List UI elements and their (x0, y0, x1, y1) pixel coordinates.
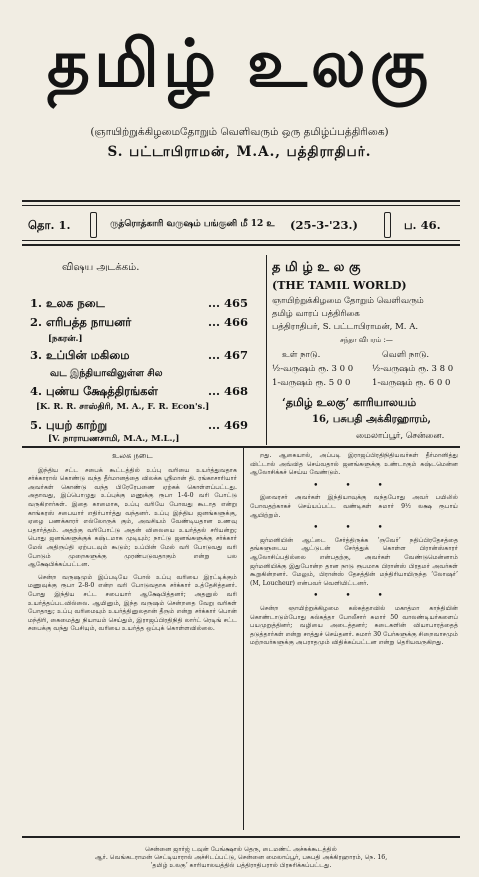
article-paragraph: இவைரசர் அவர்கள் இந்தியாவுக்கு வந்தபோது அவர் பயிலில் போவதற்காகச் செய்யப்பட்ட வண்டிகள் சுமார் 9½ லக்ஷ ரூபாய் ஆயிற்றும். (250, 494, 458, 519)
article-paragraph: சென்ற வருஷமும் இப்படியே போல் உப்பு வரியை இரட்டிக்கும் மணுவுக்கு ரூபா 2-8-0 என்ற வரி போடுவதாக சர்க்கார் உத்தேசித்தனர். போது இந்திய சட்ட சபையார் ஆக்ஷேபித்தனர்; அதனுல் வரி உயர்த்தப்படவில்லை. ஆயினும், இந்த வருஷம் சென்றதை வேறு வரிகள் போதாது; உப்பு வரிமையும் உயர்த்தினுலதான் தீரும் என்று சர்க்கார் பொன் மந்திரி, கைமைத்து நியாயம் செய்தும், இராஜப்பிரதிநிதி லார்ட் ரெடிங் சட்ட சபைக்கு வந்து பேசியும், வரியை உயர்த்த ஒப்புக் கொள்ளவில்லை. (28, 573, 237, 633)
imprint-line: ‘தமிழ் உலகு’ காரியாலயத்தில் பத்திராதிபரால் பிரசுரிக்கப்பட்டது. (150, 862, 332, 869)
bar-ornament (90, 212, 97, 238)
toc-item: 1. உலக நடை ... 465 (30, 296, 248, 310)
issue-rule (22, 244, 460, 246)
rate-local: ½-வருஷம் ரூ. 3 0 0 (272, 364, 354, 374)
box-line: பத்திராதிபர், S. பட்டாபிராமன், M. A. (272, 322, 419, 332)
separator-dots: • • • (313, 480, 395, 491)
issue-date-tamil: ருத்ரொத்காரி வருஷம் பங்குனி மீ 12 உ (110, 219, 275, 229)
article-column-right (250, 452, 458, 652)
article-column-left (28, 452, 237, 638)
box-title-english: (THE TAMIL WORLD) (272, 279, 407, 292)
article-paragraph: ஜர்மனியின் ஆட்டை சேர்த்திருக்க ‘ருவேர்’ நதிப்பிரதேசத்தை தங்களுடைய ஆட்டுடன் சேர்த்துக் கொள்ள பிரான்ஸ்காரர் ஆலோசிப்பதில்லை என்பதற்கு, அவர்கள் வேண்டுமென்னாம் ஜர்மனியிக்கு இதுபோன்ற தான நாடு ரூபமாக பிரான்ஸ் பிரதமர் அவர்கள் கூறுகின்றனர். மேலும், பிரான்ஸ் தேசத்தின் மந்திரியாயிருந்த ‘லோஷர்’ (M, Loucheur) என்பவர் வெளியிட்டனர். (250, 536, 458, 587)
masthead-title: தமிழ் உலகு (47, 25, 432, 102)
subscription-heading: சந்தா விபரம் :— (340, 336, 393, 344)
toc-item: 3. உப்பின் மகிமை ... 467 (30, 348, 248, 362)
article-rule (22, 446, 460, 448)
footer-rule (22, 836, 460, 838)
issue-date-english: (25-3-'23.) (290, 218, 358, 232)
top-rule (22, 200, 460, 202)
article-paragraph: சென்ற ஞாயிற்றுக்கிழமை கல்கத்தாவில் மகாத்மா காந்தியின் கொண்டாடும்போது கல்கத்தா போலீசார் சுமார் 50 வாலண்டியர்களைப் பயமுறுத்தினர்; வழியை அடைத்தனர்; கடைகளின் வியாபாரத்தைத் தடுத்தார்கள் என்று சாத்துச் செய்தனர். சுமார் 30 பேர்களுக்கு சிறைவாசமும் மற்றவர்களுக்கு அபராதமும் விதிக்கப்பட்டன என்று தெரியவருகிறது. (250, 604, 458, 647)
imprint (22, 846, 460, 870)
office-address: 16, பசுபதி அக்கிரஹாரம், (312, 414, 432, 425)
imprint-line: ஆர். வெங்கடராமன் செட்டியாரால் அச்சிடப்பட்டு, சென்னை மைலாப்பூர், பசுபதி அக்கிரஹாரம், நெ. 16, (94, 854, 388, 861)
top-rule-thin (22, 205, 460, 206)
box-line: தமிழ் வாரப் பத்திரிகை (272, 309, 360, 319)
rate-local: 1-வருஷம் ரூ. 5 0 0 (272, 378, 351, 388)
office-address: மைலாப்பூர், சென்னை. (356, 431, 445, 441)
article-paragraph: இந்திய சட்ட சபைக் கூட்டத்தில் உப்பு வரியை உயர்த்துவதாக சர்க்காரால் கொண்டு வந்த தீர்மானத்தை விலக்க ஸ்ரீமான் தி. ரங்காசாரியார் அவர்கள் கொண்டு வந்த பிரேரேபணை ஏற்கக் கொள்ளப்பட்டது. அதாவது, இப்பொழுது உப்புக்கு மணுக்கு ரூபா 1-4-0 வரி போட்டு வருகிறார்கள். இதை காமைாக, உப்பு வரியே போவது கூடாத என்று காங்கரஸ் சபையார் எதிர்பார்த்து வந்தனர். உப்பு இந்திய ஜனங்களுக்கு, ஏழை பணக்காரர் எல்லோருக் கும், அவசியம் வேண்டியதான உணவு பதார்த்தம். அதற்கு வரிபோட்டு அதன் விலையை உயர்த்தல் சரியன்று; பொது ஜனங்களுக்குக் கஷ்டமாக முடியும்; நாட்டு ஜனங்களுக்கு சர்க்கார் மேல் அதிருப்தி ஏற்படவும் கூடும்; உப்பின் மேல் வரி போடுவது வரி போடும் முறைகளுக்கு முரண்படுவதாகும் என்று பல ஆக்ஷேபிக்கப்பட்டன. (28, 466, 237, 569)
article-heading: உலக நடை (112, 451, 153, 460)
column-divider (243, 448, 244, 830)
foreign-heading: வெளி நாடு. (382, 350, 430, 360)
toc-heading: விஷய அடக்கம். (62, 262, 140, 273)
local-heading: உள் நாடு. (282, 350, 321, 360)
toc-author: [K. R. R. சாஸ்திரி, M. A., F. R. Econ's.] (36, 402, 210, 412)
box-title-tamil: த மி ழ் உ ல கு (272, 260, 361, 275)
separator-dots: • • • (313, 591, 395, 602)
toc-author: [V. நாராயணசாமி, M.A., M.L.,] (48, 434, 180, 444)
rate-foreign: ½-வருஷம் ரூ. 3 8 0 (372, 364, 454, 374)
rate-foreign: 1-வருஷம் ரூ. 6 0 0 (372, 378, 451, 388)
toc-item: 2. எரிபத்த நாயனர் ... 466 (30, 315, 248, 329)
toc-item: 4. புண்ய க்ஷேத்திரங்கள் ... 468 (30, 384, 248, 398)
bar-ornament (384, 212, 391, 238)
toc-author: [நகரன்.] (48, 334, 83, 344)
toc-item: வட இந்தியாவிலுள்ள சில (50, 368, 163, 379)
page-number: ப. 46. (404, 218, 441, 232)
tagline: (ஞாயிற்றுக்கிழமைதோறும் வெளிவரும் ஒரு தமிழ்ப்பத்திரிகை) (90, 126, 389, 138)
editor-line: S. பட்டாபிராமன், M.A., பத்திராதிபர். (107, 144, 372, 160)
column-divider (266, 255, 267, 445)
imprint-line: சென்னை ஜார்ஜ் டவுன் பேங்க்ஷால் தெரு, டைமண்ட் அச்சுக்கூடத்தில் (145, 846, 337, 853)
separator-dots: • • • (313, 523, 395, 534)
article-paragraph: றது. ஆகையால், அப்படி இராஜப்பிரதிநிதியவர்கள் தீர்மானித்து விட்டால் அவ்வித செய்வதால் ஜனங்களுக்கு உண்டாகும் கஷ்டமென்ன ஆலோசிக்கச் செய்ய வேண்டும். (250, 452, 458, 477)
issue-rule-thin (22, 240, 460, 241)
box-line: ஞாயிற்றுக்கிழமை தோறும் வெளிவரும் (272, 296, 424, 306)
office-name: ‘தமிழ் உலகு’ காரியாலயம் (282, 396, 417, 409)
toc-item: 5. புயற் காற்று ... 469 (30, 418, 248, 432)
volume-number: தொ. 1. (28, 218, 71, 232)
